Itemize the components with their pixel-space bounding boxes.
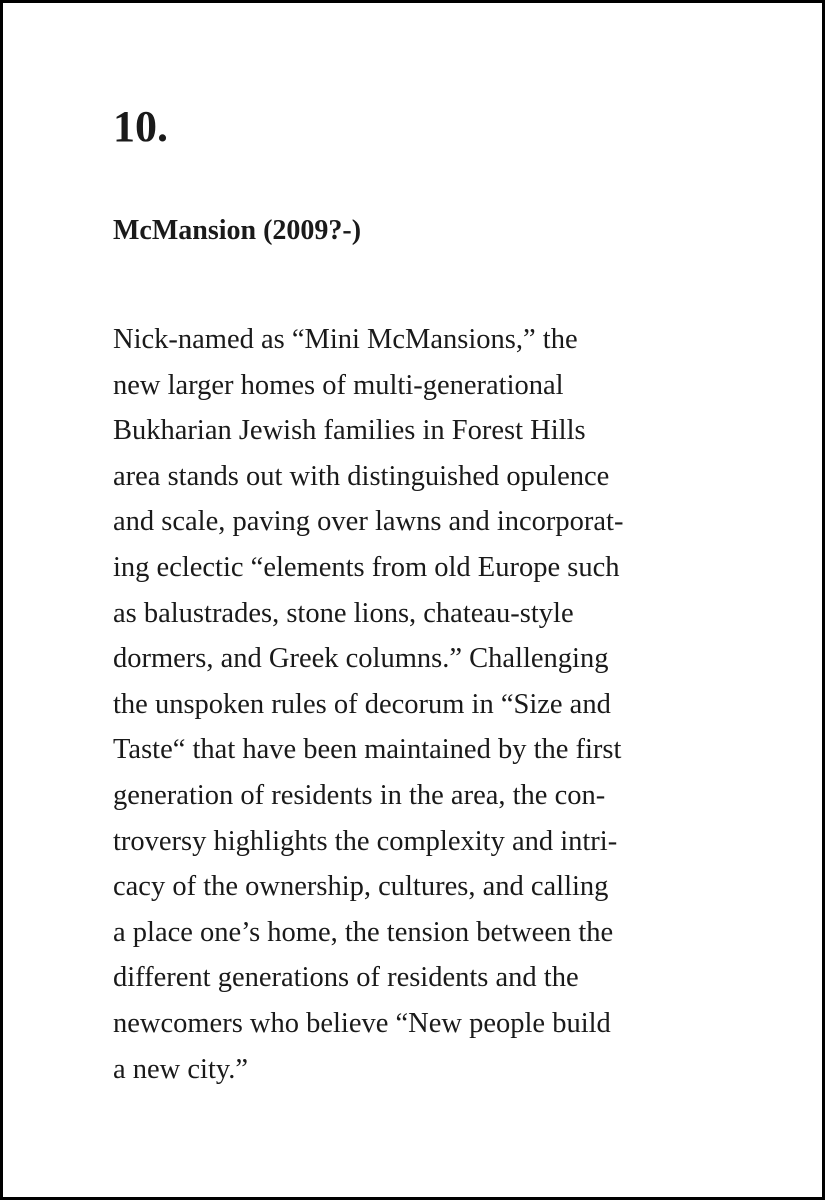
body-line: troversy highlights the complexity and intri- xyxy=(113,825,618,857)
body-line: a place one’s home, the tension between the xyxy=(113,916,614,948)
section-number: 10. xyxy=(113,102,168,151)
body-line: dormers, and Greek columns.” Challenging xyxy=(113,643,609,675)
body-line: new larger homes of multi-generational xyxy=(113,369,564,401)
body-line: the unspoken rules of decorum in “Size and xyxy=(113,688,611,720)
body-line: newcomers who believe “New people build xyxy=(113,1007,611,1039)
body-line: Taste“ that have been maintained by the first xyxy=(113,734,622,766)
body-line: and scale, paving over lawns and incorporat- xyxy=(113,506,624,538)
section-heading: McMansion (2009?-) xyxy=(113,215,362,246)
body-line: Bukharian Jewish families in Forest Hills xyxy=(113,415,586,447)
section-body xyxy=(113,317,713,1092)
body-line: area stands out with distinguished opulence xyxy=(113,460,610,492)
body-line: generation of residents in the area, the con- xyxy=(113,779,606,811)
body-line: Nick-named as “Mini McMansions,” the xyxy=(113,324,578,355)
body-line: ing eclectic “elements from old Europe such xyxy=(113,551,620,583)
body-line: different generations of residents and the xyxy=(113,962,579,994)
body-line: cacy of the ownership, cultures, and calling xyxy=(113,871,609,903)
body-line: as balustrades, stone lions, chateau-style xyxy=(113,597,574,629)
body-line: a new city.” xyxy=(113,1053,249,1085)
